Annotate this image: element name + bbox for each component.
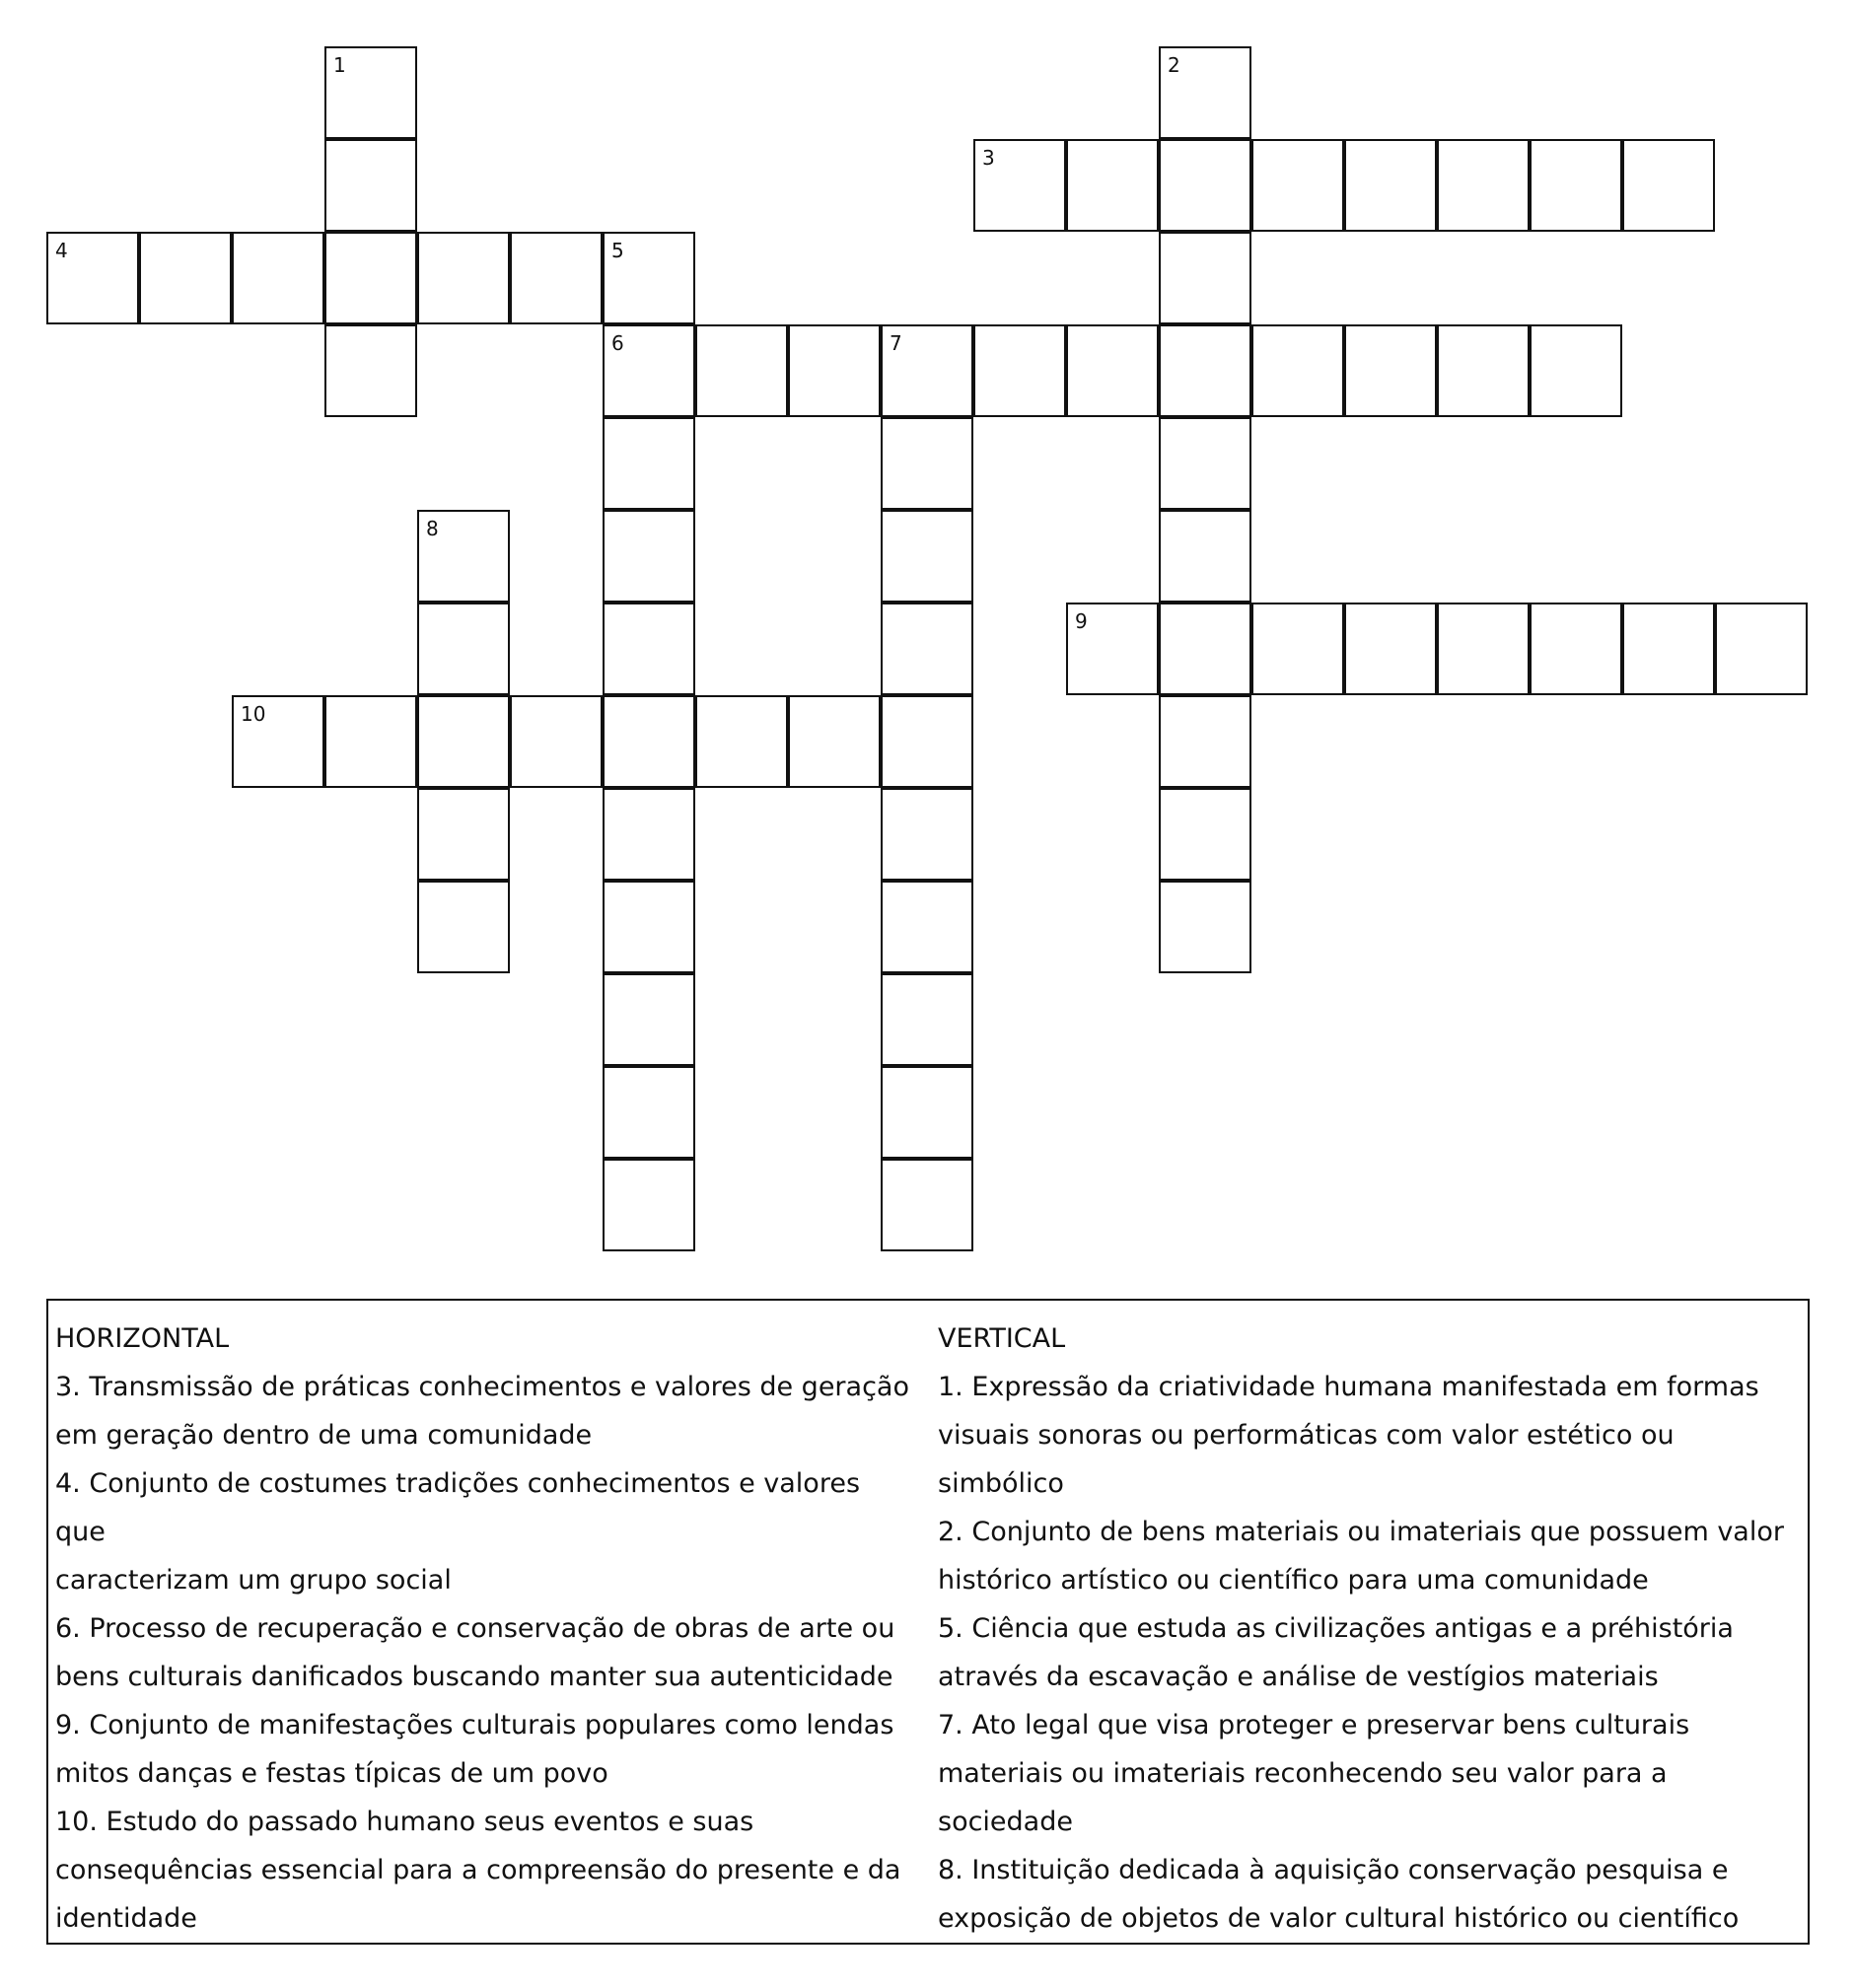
crossword-cell[interactable]	[46, 232, 139, 324]
clue-line: exposição de objetos de valor cultural histórico ou científico	[938, 1903, 1740, 1934]
clue-number: 1	[333, 53, 346, 77]
crossword-cell[interactable]	[1437, 324, 1530, 417]
clue-line: 6. Processo de recuperação e conservação de obras de arte ou	[55, 1613, 895, 1644]
crossword-cell[interactable]	[1715, 603, 1808, 695]
crossword-cell[interactable]	[1159, 324, 1251, 417]
crossword-cell[interactable]	[1344, 324, 1437, 417]
clue-number: 6	[611, 331, 624, 355]
crossword-cell[interactable]	[1066, 603, 1159, 695]
clues-box	[46, 1299, 1810, 1945]
clue-number: 7	[890, 331, 902, 355]
clue-line: histórico artístico ou científico para uma comunidade	[938, 1565, 1649, 1596]
crossword-cell[interactable]	[973, 324, 1066, 417]
crossword-cell[interactable]	[881, 973, 973, 1066]
crossword-cell[interactable]	[324, 46, 417, 139]
crossword-cell[interactable]	[1159, 510, 1251, 603]
crossword-cell[interactable]	[603, 603, 695, 695]
crossword-cell[interactable]	[881, 881, 973, 973]
crossword-cell[interactable]	[881, 603, 973, 695]
clue-number: 2	[1168, 53, 1180, 77]
crossword-cell[interactable]	[324, 695, 417, 788]
crossword-cell[interactable]	[881, 510, 973, 603]
crossword-cell[interactable]	[417, 695, 510, 788]
crossword-cell[interactable]	[1530, 603, 1622, 695]
crossword-cell[interactable]	[324, 232, 417, 324]
crossword-cell[interactable]	[1159, 695, 1251, 788]
crossword-cell[interactable]	[232, 695, 324, 788]
clue-number: 10	[241, 702, 266, 726]
crossword-cell[interactable]	[1159, 603, 1251, 695]
clue-line: visuais sonoras ou performáticas com valor estético ou simbólico	[938, 1420, 1675, 1499]
clue-number: 9	[1075, 609, 1088, 633]
crossword-cell[interactable]	[1251, 603, 1344, 695]
clue-line: 7. Ato legal que visa proteger e preservar bens culturais	[938, 1710, 1690, 1740]
crossword-cell[interactable]	[603, 1159, 695, 1251]
clue-line: materiais ou imateriais reconhecendo seu valor para a sociedade	[938, 1758, 1668, 1837]
clue-number: 8	[426, 517, 439, 540]
crossword-cell[interactable]	[324, 324, 417, 417]
clue-line: consequências essencial para a compreensão do presente e da	[55, 1855, 901, 1885]
clue-line: 9. Conjunto de manifestações culturais populares como lendas	[55, 1710, 894, 1740]
clue-line: 1. Expressão da criatividade humana manifestada em formas	[938, 1372, 1759, 1402]
crossword-cell[interactable]	[603, 788, 695, 881]
crossword-cell[interactable]	[1344, 139, 1437, 232]
crossword-cell[interactable]	[417, 603, 510, 695]
crossword-cell[interactable]	[881, 1159, 973, 1251]
crossword-cell[interactable]	[881, 1066, 973, 1159]
clue-number: 4	[55, 239, 68, 262]
crossword-cell[interactable]	[1622, 139, 1715, 232]
crossword-cell[interactable]	[695, 324, 788, 417]
crossword-cell[interactable]	[603, 695, 695, 788]
vertical-clues	[938, 1314, 1806, 1943]
crossword-cell[interactable]	[1437, 139, 1530, 232]
crossword-cell[interactable]	[603, 324, 695, 417]
crossword-cell[interactable]	[881, 417, 973, 510]
crossword-cell[interactable]	[881, 788, 973, 881]
crossword-cell[interactable]	[1159, 46, 1251, 139]
crossword-cell[interactable]	[1066, 139, 1159, 232]
crossword-cell[interactable]	[1622, 603, 1715, 695]
crossword-cell[interactable]	[510, 695, 603, 788]
crossword-cell[interactable]	[788, 324, 881, 417]
crossword-cell[interactable]	[1251, 139, 1344, 232]
crossword-cell[interactable]	[695, 695, 788, 788]
clue-number: 5	[611, 239, 624, 262]
clue-line: 10. Estudo do passado humano seus eventos e suas	[55, 1807, 754, 1837]
crossword-cell[interactable]	[1159, 232, 1251, 324]
crossword-cell[interactable]	[881, 324, 973, 417]
crossword-cell[interactable]	[973, 139, 1066, 232]
crossword-cell[interactable]	[603, 881, 695, 973]
vertical-heading: VERTICAL	[938, 1323, 1066, 1354]
crossword-cell[interactable]	[788, 695, 881, 788]
clue-line: bens culturais danificados buscando manter sua autenticidade	[55, 1662, 893, 1692]
crossword-cell[interactable]	[417, 510, 510, 603]
crossword-cell[interactable]	[1530, 139, 1622, 232]
crossword-cell[interactable]	[603, 973, 695, 1066]
crossword-cell[interactable]	[1159, 417, 1251, 510]
crossword-cell[interactable]	[1251, 324, 1344, 417]
crossword-cell[interactable]	[1159, 788, 1251, 881]
crossword-cell[interactable]	[510, 232, 603, 324]
clue-line: mitos danças e festas típicas de um povo	[55, 1758, 608, 1789]
clue-line: em geração dentro de uma comunidade	[55, 1420, 593, 1451]
clue-line: 3. Transmissão de práticas conhecimentos e valores de geração	[55, 1372, 909, 1402]
crossword-cell[interactable]	[324, 139, 417, 232]
crossword-cell[interactable]	[1159, 139, 1251, 232]
crossword-cell[interactable]	[603, 417, 695, 510]
crossword-cell[interactable]	[417, 232, 510, 324]
crossword-cell[interactable]	[139, 232, 232, 324]
crossword-cell[interactable]	[1530, 324, 1622, 417]
clue-line: identidade	[55, 1903, 197, 1934]
clue-line: 8. Instituição dedicada à aquisição conservação pesquisa e	[938, 1855, 1729, 1885]
crossword-cell[interactable]	[417, 881, 510, 973]
crossword-cell[interactable]	[1437, 603, 1530, 695]
clue-line: 4. Conjunto de costumes tradições conhecimentos e valores que	[55, 1468, 861, 1547]
crossword-cell[interactable]	[1344, 603, 1437, 695]
clue-line: 2. Conjunto de bens materiais ou imateriais que possuem valor	[938, 1517, 1784, 1547]
crossword-cell[interactable]	[1066, 324, 1159, 417]
crossword-cell[interactable]	[881, 695, 973, 788]
clue-number: 3	[982, 146, 995, 170]
clue-line: 5. Ciência que estuda as civilizações antigas e a préhistória	[938, 1613, 1734, 1644]
crossword-cell[interactable]	[603, 1066, 695, 1159]
crossword-cell[interactable]	[1159, 881, 1251, 973]
horizontal-clues	[55, 1314, 918, 1943]
clue-line: caracterizam um grupo social	[55, 1565, 452, 1596]
clue-line: através da escavação e análise de vestígios materiais	[938, 1662, 1659, 1692]
crossword-cell[interactable]	[603, 232, 695, 324]
horizontal-heading: HORIZONTAL	[55, 1323, 230, 1354]
crossword-cell[interactable]	[603, 510, 695, 603]
crossword-cell[interactable]	[232, 232, 324, 324]
crossword-cell[interactable]	[417, 788, 510, 881]
